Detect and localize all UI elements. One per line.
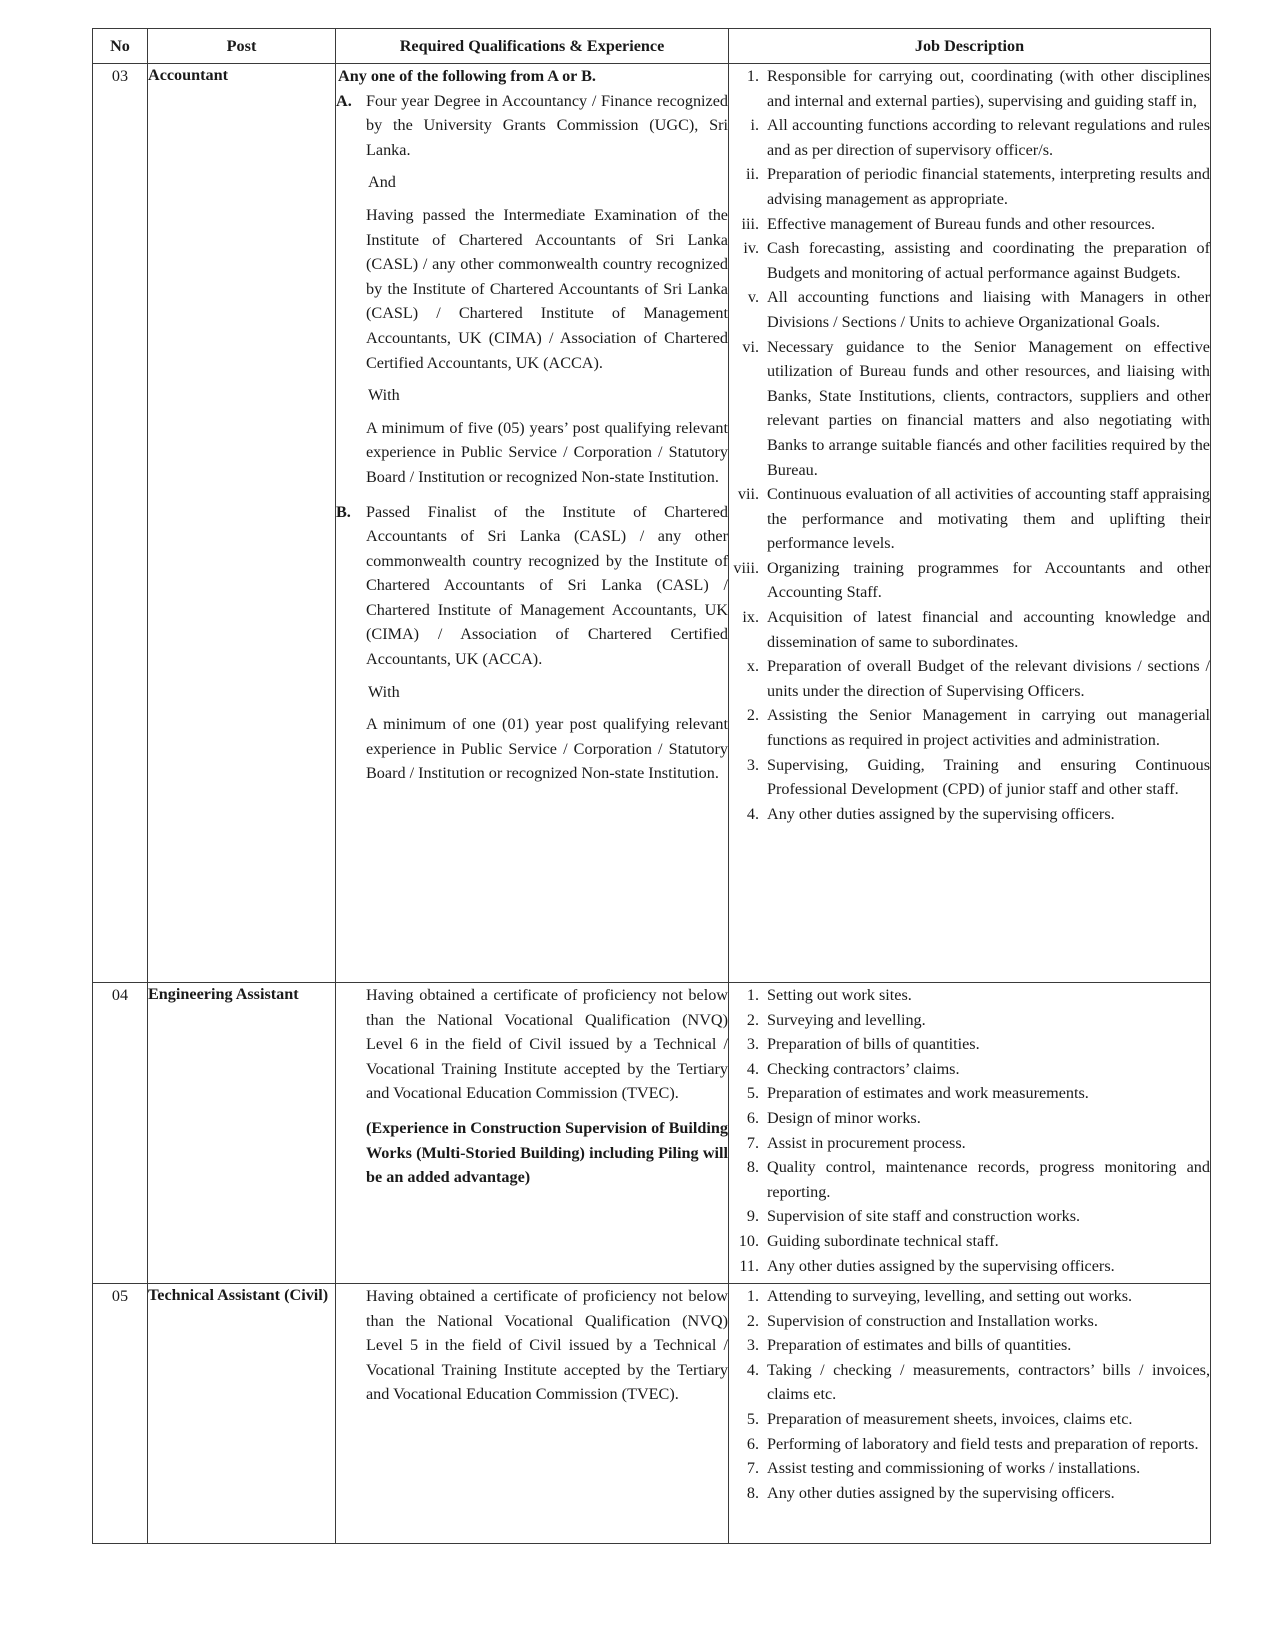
duty-text: Preparation of measurement sheets, invoices, claims etc. bbox=[767, 1409, 1133, 1428]
duty-text: Any other duties assigned by the supervising officers. bbox=[767, 1256, 1115, 1275]
duty-item bbox=[729, 236, 1210, 285]
table-row bbox=[93, 983, 1211, 1284]
duty-list bbox=[729, 1284, 1210, 1505]
duty-text: Acquisition of latest financial and accounting knowledge and dissemination of same to subordinates. bbox=[767, 608, 1210, 651]
qualification-note: (Experience in Construction Supervision of Building Works (Multi-Storied Building) including Piling will be an added advantage) bbox=[366, 1118, 729, 1187]
duty-text: Cash forecasting, assisting and coordinating the preparation of Budgets and monitoring of actual performance against Budgets. bbox=[767, 239, 1210, 282]
job-vacancy-table bbox=[92, 28, 1211, 1544]
duty-item bbox=[729, 605, 1210, 654]
job-description-cell bbox=[729, 1284, 1211, 1544]
duty-item bbox=[729, 1032, 1210, 1057]
option-a-label: A. bbox=[336, 91, 352, 110]
option-b-experience: A minimum of one (01) year post qualifying relevant experience in Public Service / Corporation / Statutory Board / Institution or recognized Non-state Institution. bbox=[366, 715, 728, 783]
post-title: Technical Assistant (Civil) bbox=[148, 1284, 336, 1544]
duty-item bbox=[729, 654, 1210, 703]
duty-item bbox=[729, 64, 1210, 113]
duty-list bbox=[729, 983, 1210, 1278]
duty-item bbox=[729, 335, 1210, 483]
duty-item bbox=[729, 1008, 1210, 1033]
duty-number: 3. bbox=[746, 1035, 759, 1054]
duty-item bbox=[729, 482, 1210, 556]
duty-number: vii. bbox=[737, 485, 759, 504]
duty-item bbox=[729, 753, 1210, 802]
duty-item bbox=[729, 1106, 1210, 1131]
duty-number: viii. bbox=[733, 558, 759, 577]
row-number: 05 bbox=[93, 1284, 148, 1544]
header-qualifications: Required Qualifications & Experience bbox=[336, 29, 729, 64]
duty-item bbox=[729, 1081, 1210, 1106]
duty-number: 4. bbox=[746, 1360, 759, 1379]
duty-item bbox=[729, 162, 1210, 211]
table-row bbox=[93, 1284, 1211, 1544]
duty-item bbox=[729, 1204, 1210, 1229]
duty-text: Organizing training programmes for Accountants and other Accounting Staff. bbox=[767, 558, 1210, 602]
qualifications-cell bbox=[336, 983, 729, 1284]
duty-number: x. bbox=[746, 657, 759, 676]
duty-text: Preparation of estimates and bills of quantities. bbox=[767, 1336, 1072, 1355]
duty-item bbox=[729, 1057, 1210, 1082]
duty-number: 6. bbox=[746, 1434, 759, 1453]
option-b-text: Passed Finalist of the Institute of Chartered Accountants of Sri Lanka (CASL) / any other commonwealth country recognized by the Institute of Chartered Accountants of Sri Lanka (CASL) / Chartered Institute of Management Accountants, UK (CIMA) / Association of Chartered Certified Accountants, UK (ACCA). bbox=[366, 502, 728, 669]
conjunction-with: With bbox=[368, 682, 400, 701]
duty-number: i. bbox=[750, 116, 759, 135]
duty-number: 4. bbox=[746, 1059, 759, 1078]
duty-number: 9. bbox=[746, 1207, 759, 1226]
option-a-experience: A minimum of five (05) years’ post qualifying relevant experience in Public Service / Corporation / Statutory Board / Institution or recognized Non-state Institution. bbox=[366, 418, 728, 486]
qualification-text: Having obtained a certificate of proficiency not below than the National Vocational Qualification (NVQ) Level 5 in the field of Civil issued by a Technical / Vocational Training Institute accepted by the Tertiary and Vocational Education Commission (TVEC). bbox=[366, 1287, 728, 1404]
duty-number: 2. bbox=[746, 706, 759, 725]
duty-text: Performing of laboratory and field tests and preparation of reports. bbox=[767, 1434, 1199, 1453]
duty-text: Guiding subordinate technical staff. bbox=[767, 1231, 999, 1250]
duty-text: Any other duties assigned by the supervising officers. bbox=[767, 1483, 1115, 1502]
duty-item bbox=[729, 212, 1210, 237]
header-no: No bbox=[93, 29, 148, 64]
duty-number: 11. bbox=[739, 1256, 759, 1275]
duty-item bbox=[729, 556, 1210, 605]
table-header-row bbox=[93, 29, 1211, 64]
duty-text: Preparation of overall Budget of the relevant divisions / sections / units under the direction of Supervising Officers. bbox=[767, 657, 1210, 700]
duty-number: 7. bbox=[746, 1459, 759, 1478]
duty-text: Continuous evaluation of all activities of accounting staff appraising the performance and motivating them and uplifting their performance levels. bbox=[767, 485, 1210, 553]
duty-number: 2. bbox=[746, 1010, 759, 1029]
row-number: 03 bbox=[93, 64, 148, 983]
row-number: 04 bbox=[93, 983, 148, 1284]
duty-text: Preparation of estimates and work measurements. bbox=[767, 1084, 1089, 1103]
duty-number: ix. bbox=[742, 608, 759, 627]
duty-number: iv. bbox=[743, 239, 759, 258]
duty-item bbox=[729, 802, 1210, 827]
option-b-label: B. bbox=[336, 502, 351, 521]
duty-text: Necessary guidance to the Senior Management on effective utilization of Bureau funds and other resources, and liaising with Banks, State Institutions, clients, contractors, suppliers and other relevant parties on financial matters and also negotiating with Banks to arrange suitable fiancés and other facilities required by the Bureau. bbox=[767, 337, 1210, 479]
conjunction-with: With bbox=[368, 386, 400, 405]
qualification-intro: Any one of the following from A or B. bbox=[338, 67, 596, 85]
duty-text: Assisting the Senior Management in carrying out managerial functions as required in project activities and administration. bbox=[767, 706, 1210, 750]
duty-number: 7. bbox=[746, 1133, 759, 1152]
conjunction-and: And bbox=[368, 173, 396, 192]
duty-text: Checking contractors’ claims. bbox=[767, 1059, 960, 1078]
duty-item bbox=[729, 1358, 1210, 1407]
duty-number: 5. bbox=[746, 1409, 759, 1428]
duty-item bbox=[729, 983, 1210, 1008]
duty-text: Setting out work sites. bbox=[767, 986, 912, 1004]
duty-number: 1. bbox=[746, 986, 759, 1004]
duty-text: Quality control, maintenance records, progress monitoring and reporting. bbox=[767, 1158, 1210, 1201]
duty-text: Assist testing and commissioning of works / installations. bbox=[767, 1459, 1141, 1478]
duty-item bbox=[729, 1456, 1210, 1481]
duty-number: 8. bbox=[746, 1158, 759, 1177]
option-b bbox=[336, 500, 728, 672]
duty-item bbox=[729, 1254, 1210, 1279]
duty-number: v. bbox=[747, 288, 759, 307]
duty-number: 4. bbox=[746, 804, 759, 823]
duty-text: Effective management of Bureau funds and other resources. bbox=[767, 214, 1156, 233]
option-a-exam: Having passed the Intermediate Examination of the Institute of Chartered Accountants of Sri Lanka (CASL) / any other commonwealth country recognized by the Institute of Chartered Accountants of Sri Lanka (CASL) / Chartered Institute of Management Accountants, UK (CIMA) / Association of Chartered Certified Accountants, UK (ACCA). bbox=[366, 205, 728, 372]
duty-item bbox=[729, 1481, 1210, 1506]
duty-item bbox=[729, 1284, 1210, 1309]
post-title: Accountant bbox=[148, 64, 336, 983]
duty-list bbox=[729, 64, 1210, 826]
job-description-cell bbox=[729, 64, 1211, 983]
duty-number: 3. bbox=[746, 1336, 759, 1355]
option-a bbox=[336, 89, 728, 163]
duty-text: Assist in procurement process. bbox=[767, 1133, 966, 1152]
duty-text: Supervising, Guiding, Training and ensuring Continuous Professional Development (CPD) of junior staff and other staff. bbox=[767, 755, 1210, 799]
header-job-description: Job Description bbox=[729, 29, 1211, 64]
qualification-text: Having obtained a certificate of proficiency not below than the National Vocational Qualification (NVQ) Level 6 in the field of Civil issued by a Technical / Vocational Training Institute accepted by the Tertiary and Vocational Education Commission (TVEC). bbox=[366, 986, 728, 1103]
duty-item bbox=[729, 1229, 1210, 1254]
post-title: Engineering Assistant bbox=[148, 983, 336, 1284]
duty-item bbox=[729, 1155, 1210, 1204]
duty-text: Responsible for carrying out, coordinating (with other disciplines and internal and external parties), supervising and guiding staff in, bbox=[767, 67, 1210, 110]
duty-number: 2. bbox=[746, 1311, 759, 1330]
qualifications-cell bbox=[336, 1284, 729, 1544]
duty-number: 6. bbox=[746, 1108, 759, 1127]
duty-text: All accounting functions according to relevant regulations and rules and as per direction of supervisory officer/s. bbox=[767, 116, 1210, 159]
duty-item bbox=[729, 1432, 1210, 1457]
duty-number: 1. bbox=[746, 1287, 759, 1305]
duty-number: vi. bbox=[742, 337, 759, 356]
duty-text: All accounting functions and liaising with Managers in other Divisions / Sections / Units to achieve Organizational Goals. bbox=[767, 288, 1210, 331]
job-description-cell bbox=[729, 983, 1211, 1284]
duty-text: Supervision of construction and Installation works. bbox=[767, 1311, 1098, 1330]
duty-text: Taking / checking / measurements, contractors’ bills / invoices, claims etc. bbox=[767, 1360, 1210, 1404]
duty-number: 1. bbox=[746, 67, 759, 85]
duty-item bbox=[729, 1407, 1210, 1432]
duty-text: Design of minor works. bbox=[767, 1108, 921, 1127]
duty-text: Attending to surveying, levelling, and setting out works. bbox=[767, 1287, 1133, 1305]
duty-item bbox=[729, 703, 1210, 752]
duty-number: 8. bbox=[746, 1483, 759, 1502]
duty-number: ii. bbox=[745, 165, 759, 184]
duty-text: Supervision of site staff and construction works. bbox=[767, 1207, 1081, 1226]
duty-text: Preparation of bills of quantities. bbox=[767, 1035, 980, 1054]
duty-number: 5. bbox=[746, 1084, 759, 1103]
duty-item bbox=[729, 113, 1210, 162]
duty-text: Surveying and levelling. bbox=[767, 1010, 926, 1029]
duty-number: iii. bbox=[741, 214, 759, 233]
duty-item bbox=[729, 1333, 1210, 1358]
duty-item bbox=[729, 1309, 1210, 1334]
duty-text: Any other duties assigned by the supervising officers. bbox=[767, 804, 1115, 823]
duty-text: Preparation of periodic financial statements, interpreting results and advising management as appropriate. bbox=[767, 165, 1210, 208]
header-post: Post bbox=[148, 29, 336, 64]
duty-number: 3. bbox=[746, 755, 759, 774]
duty-item bbox=[729, 285, 1210, 334]
qualifications-cell bbox=[336, 64, 729, 983]
duty-item bbox=[729, 1131, 1210, 1156]
duty-number: 10. bbox=[738, 1231, 759, 1250]
option-a-text: Four year Degree in Accountancy / Finance recognized by the University Grants Commission (UGC), Sri Lanka. bbox=[366, 91, 728, 159]
table-row bbox=[93, 64, 1211, 983]
